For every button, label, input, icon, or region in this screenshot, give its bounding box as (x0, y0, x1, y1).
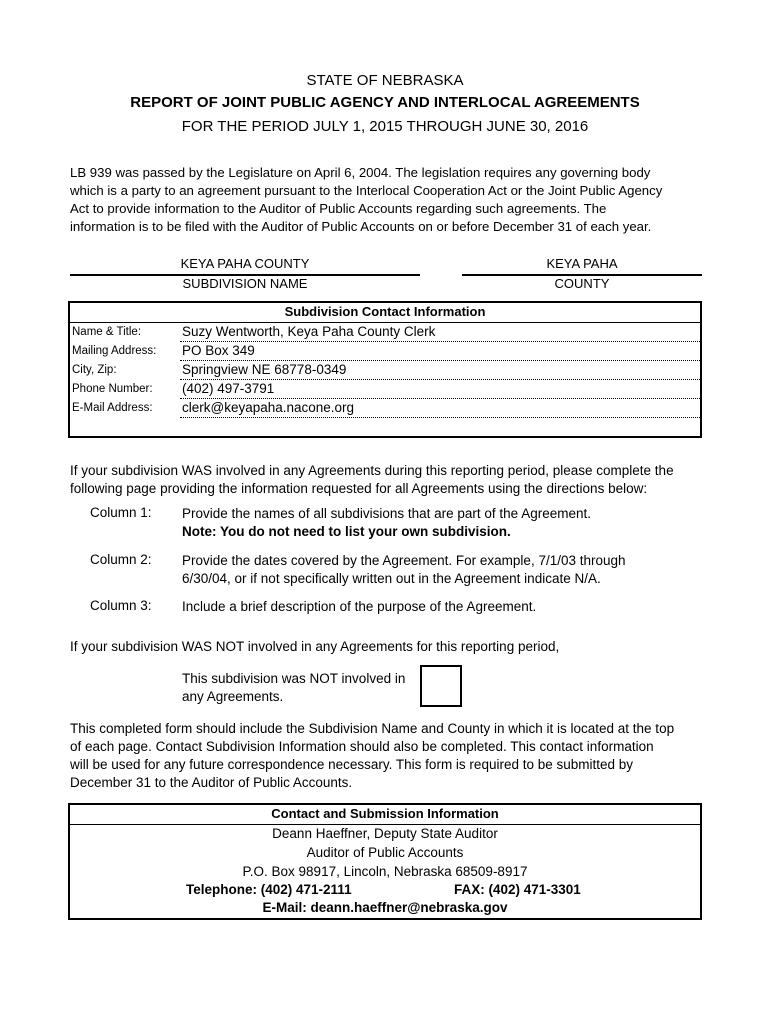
name-title-field[interactable]: Suzy Wentworth, Keya Paha County Clerk (182, 324, 436, 339)
report-title: REPORT OF JOINT PUBLIC AGENCY AND INTERLOCAL AGREEMENTS (130, 94, 640, 111)
column-3-label: Column 3: (90, 598, 152, 613)
was-involved-paragraph (70, 462, 710, 498)
submission-title-divider (70, 824, 700, 825)
column-2-label: Column 2: (90, 552, 152, 567)
contact-info-title: Subdivision Contact Information (284, 304, 486, 319)
mailing-address-label: Mailing Address: (72, 345, 157, 357)
paragraph-line: This completed form should include the Subdivision Name and County in which it is located at the top (70, 721, 675, 736)
contact-row-email (70, 399, 700, 418)
mailing-address-field[interactable]: PO Box 349 (182, 343, 255, 358)
city-zip-field[interactable]: Springview NE 68778-0349 (182, 362, 347, 377)
paragraph-line: will be used for any future correspondence necessary. This form is required to be submitted by (70, 757, 634, 772)
not-involved-checkbox[interactable] (420, 665, 462, 707)
email-address-field[interactable]: clerk@keyapaha.nacone.org (182, 400, 355, 415)
submission-fax: FAX: (402) 471-3301 (454, 882, 581, 897)
contact-row-mailing (70, 342, 700, 361)
state-title: STATE OF NEBRASKA (306, 72, 464, 89)
intro-line: LB 939 was passed by the Legislature on April 6, 2004. The legislation requires any governing body (70, 165, 651, 180)
completed-form-paragraph (70, 720, 710, 792)
column-2-text (182, 552, 682, 588)
column-1-label: Column 1: (90, 505, 152, 520)
submission-office: Auditor of Public Accounts (306, 845, 464, 860)
report-period: FOR THE PERIOD JULY 1, 2015 THROUGH JUNE 30, 2016 (181, 118, 589, 135)
not-involved-paragraph: If your subdivision WAS NOT involved in any Agreements for this reporting period, (70, 639, 560, 654)
column-1-text (182, 505, 682, 541)
phone-number-label: Phone Number: (72, 383, 153, 395)
paragraph-line: following page providing the information requested for all Agreements using the directions below: (70, 481, 648, 496)
subdivision-name-label: SUBDIVISION NAME (182, 276, 308, 291)
intro-line: Act to provide information to the Auditor of Public Accounts regarding such agreements. The (70, 201, 607, 216)
column-2-line: Provide the dates covered by the Agreement. For example, 7/1/03 through (182, 553, 626, 568)
contact-row-name (70, 323, 700, 342)
submission-telephone: Telephone: (402) 471-2111 (186, 882, 352, 897)
county-label: COUNTY (554, 276, 610, 291)
paragraph-line: If your subdivision WAS involved in any Agreements during this reporting period, please complete the (70, 463, 674, 478)
contact-info-box (68, 301, 702, 438)
checkbox-label-line: any Agreements. (182, 689, 284, 704)
checkbox-label-line: This subdivision was NOT involved in (182, 671, 406, 686)
contact-row-phone (70, 380, 700, 399)
submission-email[interactable]: E-Mail: deann.haeffner@nebraska.gov (262, 900, 508, 915)
name-title-label: Name & Title: (72, 326, 142, 338)
contact-row-blank[interactable] (70, 418, 700, 437)
paragraph-line: of each page. Contact Subdivision Information should also be completed. This contact information (70, 739, 654, 754)
submission-info-title: Contact and Submission Information (271, 806, 499, 821)
column-2-line: 6/30/04, or if not specifically written out in the Agreement indicate N/A. (182, 571, 601, 586)
paragraph-line: December 31 to the Auditor of Public Accounts. (70, 775, 353, 790)
subdivision-name-value[interactable]: KEYA PAHA COUNTY (180, 256, 310, 271)
column-3-text: Include a brief description of the purpose of the Agreement. (182, 599, 537, 614)
email-address-label: E-Mail Address: (72, 402, 153, 414)
column-1-note: Note: You do not need to list your own subdivision. (182, 524, 511, 539)
submission-person: Deann Haeffner, Deputy State Auditor (272, 826, 498, 841)
contact-row-city (70, 361, 700, 380)
intro-line: information is to be filed with the Auditor of Public Accounts on or before December 31 of each year. (70, 219, 652, 234)
checkbox-label (182, 670, 417, 706)
phone-number-field[interactable]: (402) 497-3791 (182, 381, 275, 396)
submission-info-box (68, 803, 702, 920)
county-value[interactable]: KEYA PAHA (546, 256, 618, 271)
submission-address: P.O. Box 98917, Lincoln, Nebraska 68509-8917 (242, 864, 528, 879)
field-underline (180, 436, 700, 437)
column-1-description: Provide the names of all subdivisions that are part of the Agreement. (182, 506, 591, 521)
intro-line: which is a party to an agreement pursuant to the Interlocal Cooperation Act or the Joint Public Agency (70, 183, 663, 198)
intro-paragraph (70, 164, 710, 236)
city-zip-label: City, Zip: (72, 364, 117, 376)
